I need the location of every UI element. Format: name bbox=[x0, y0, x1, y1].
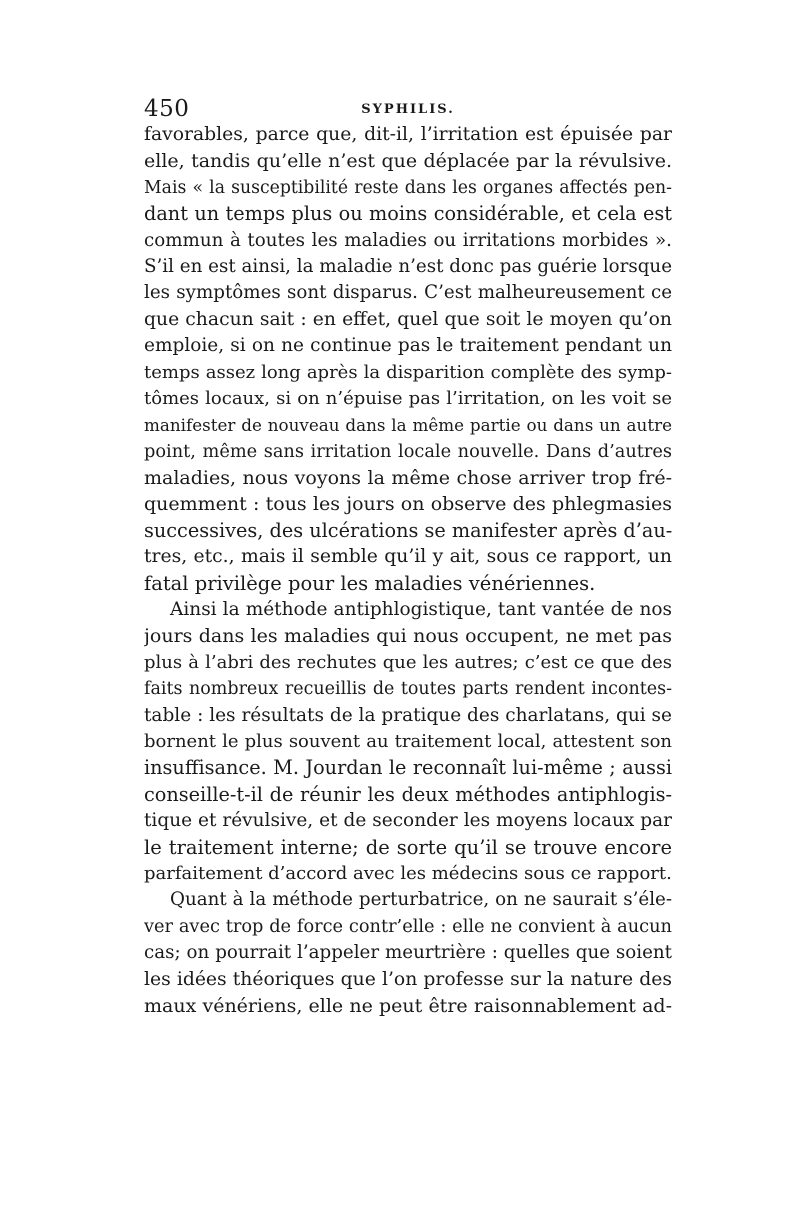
text-line: maux vénériens, elle ne peut être raisonnablement ad- bbox=[144, 994, 672, 1017]
text-line: cas; on pourrait l’appeler meurtrière : quelles que soient bbox=[144, 942, 672, 964]
running-head: SYPHILIS. bbox=[361, 102, 455, 117]
text-line: dant un temps plus ou moins considérable, et cela est bbox=[144, 202, 672, 226]
text-line: bornent le plus souvent au traitement local, attestent son bbox=[144, 730, 672, 752]
text-line: table : les résultats de la pratique des charlatans, qui se bbox=[144, 704, 672, 726]
text-line: tique et révulsive, et de seconder les moyens locaux par bbox=[144, 810, 672, 832]
text-line: tres, etc., mais il semble qu’il y ait, sous ce rapport, un bbox=[144, 546, 672, 568]
text-line: tômes locaux, si on n’épuise pas l’irritation, on les voit se bbox=[144, 387, 672, 409]
paragraph-start-line: Quant à la méthode perturbatrice, on ne saurait s’éle- bbox=[170, 889, 672, 911]
paragraph-end-line: parfaitement d’accord avec les médecins sous ce rapport. bbox=[144, 862, 672, 884]
text-line: S’il en est ainsi, la maladie n’est donc pas guérie lorsque bbox=[144, 255, 672, 277]
text-line: insuffisance. M. Jourdan le reconnaît lui-même ; aussi bbox=[144, 756, 672, 780]
text-line: conseille-t-il de réunir les deux méthodes antiphlogis- bbox=[144, 782, 672, 806]
text-line: les idées théoriques que l’on professe sur la nature des bbox=[144, 968, 672, 990]
paragraph-end-line: fatal privilège pour les maladies vénériennes. bbox=[144, 571, 596, 595]
text-line: le traitement interne; de sorte qu’il se trouve encore bbox=[144, 835, 672, 859]
text-line: elle, tandis qu’elle n’est que déplacée par la révulsive. bbox=[144, 150, 672, 173]
text-line: successives, des ulcérations se manifester après d’au- bbox=[144, 518, 672, 542]
text-line: les symptômes sont disparus. C’est malheureusement ce bbox=[144, 282, 672, 304]
text-line: commun à toutes les maladies ou irritations morbides ». bbox=[144, 229, 672, 251]
text-line: emploie, si on ne continue pas le traitement pendant un bbox=[144, 335, 672, 357]
text-line: favorables, parce que, dit-il, l’irritation est épuisée par bbox=[144, 124, 672, 145]
text-line: Mais « la susceptibilité reste dans les organes affectés pen- bbox=[144, 177, 672, 198]
text-line: jours dans les maladies qui nous occupent, ne met pas bbox=[144, 625, 672, 648]
text-line: que chacun sait : en effet, quel que soit le moyen qu’on bbox=[144, 308, 672, 330]
text-line: ver avec trop de force contr’elle : elle ne convient à aucun bbox=[144, 916, 672, 937]
text-line: temps assez long après la disparition complète des symp- bbox=[144, 361, 672, 383]
page-number: 450 bbox=[144, 96, 190, 122]
text-line: faits nombreux recueillis de toutes parts rendent incontes- bbox=[144, 679, 672, 700]
text-line: manifester de nouveau dans la même partie ou dans un autre bbox=[144, 415, 672, 436]
text-line: maladies, nous voyons la même chose arriver trop fré- bbox=[144, 467, 672, 490]
text-line: point, même sans irritation locale nouvelle. Dans d’autres bbox=[144, 441, 672, 462]
text-line: plus à l’abri des rechutes que les autres; c’est ce que des bbox=[144, 651, 672, 673]
text-line: quemment : tous les jours on observe des phlegmasies bbox=[144, 493, 672, 516]
paragraph-start-line: Ainsi la méthode antiphlogistique, tant vantée de nos bbox=[170, 599, 672, 621]
body-text bbox=[144, 122, 672, 1019]
